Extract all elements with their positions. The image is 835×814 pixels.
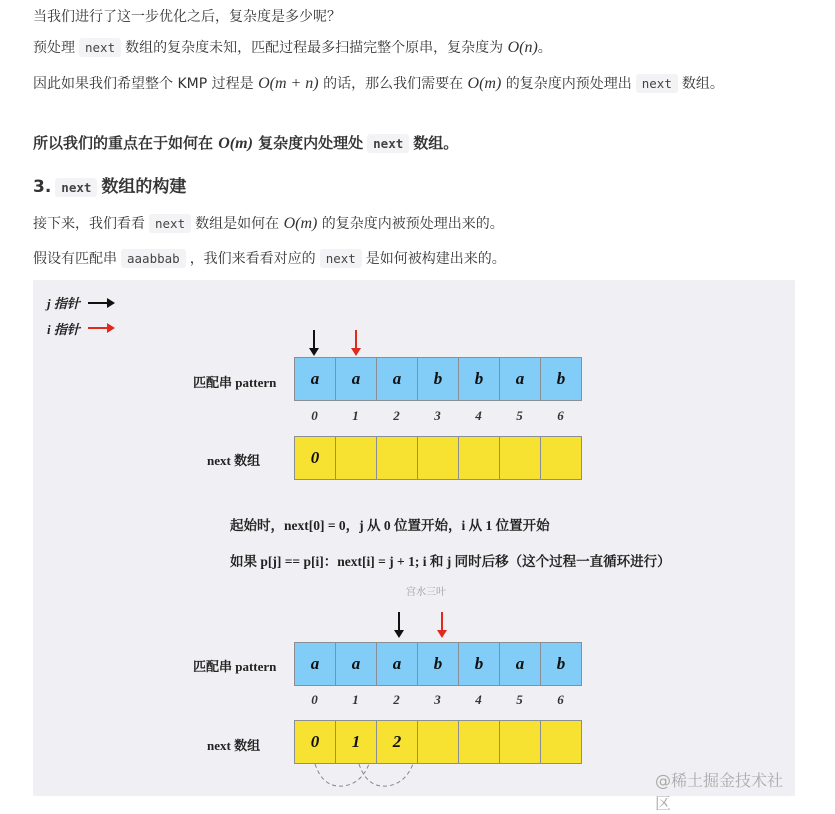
text: 假设有匹配串 <box>33 251 117 267</box>
next-label: next 数组 <box>207 453 261 468</box>
heading-text: 数组的构建 <box>101 177 187 197</box>
pattern-cell: b <box>540 642 582 686</box>
section-heading <box>33 174 803 201</box>
pattern-cell: a <box>335 357 377 401</box>
text: 所以我们的重点在于如何在 <box>33 134 214 152</box>
site-watermark: @稀土掘金技术社区 <box>655 771 784 813</box>
next-cell: 2 <box>376 720 418 764</box>
legend-i: i 指针 <box>47 322 80 337</box>
text: 预处理 <box>33 40 75 56</box>
next-cell <box>335 436 377 480</box>
next-cell <box>540 720 582 764</box>
next-cell: 0 <box>294 436 336 480</box>
text: 数组。 <box>681 76 724 92</box>
dashed-arc-arrows <box>303 760 423 790</box>
inline-code: aaabbab <box>121 249 186 268</box>
j-pointer-arrow <box>398 612 400 632</box>
inline-code: next <box>636 74 678 93</box>
note-initial: 起始时，next[0] = 0，j 从 0 位置开始，i 从 1 位置开始 <box>230 518 550 533</box>
pattern-label: 匹配串 pattern <box>193 659 277 674</box>
pattern-cell: a <box>294 642 336 686</box>
text: 。 <box>537 40 552 56</box>
pattern-row <box>295 357 582 401</box>
index-label: 2 <box>393 408 400 423</box>
next-cell <box>499 436 541 480</box>
pattern-cell: a <box>376 642 418 686</box>
paragraph <box>33 35 803 61</box>
text: 数组是如何在 <box>195 216 280 232</box>
text: 复杂度内处理处 <box>258 134 364 152</box>
next-label: next 数组 <box>207 738 261 753</box>
text: 因此如果我们希望整个 KMP 过程是 <box>33 76 254 92</box>
pattern-cell: b <box>540 357 582 401</box>
pattern-cell: a <box>294 357 336 401</box>
inline-code: next <box>55 178 97 197</box>
next-cell <box>499 720 541 764</box>
kmp-diagram-image <box>33 280 795 813</box>
paragraph <box>33 246 803 272</box>
index-label: 4 <box>475 692 482 707</box>
paragraph <box>33 71 803 97</box>
pattern-cell: b <box>458 357 500 401</box>
pattern-cell: a <box>499 642 541 686</box>
index-label: 6 <box>557 692 564 707</box>
pattern-label: 匹配串 pattern <box>193 375 277 390</box>
i-pointer-arrow <box>441 612 443 632</box>
index-label: 3 <box>434 408 441 423</box>
index-row <box>294 408 581 424</box>
index-label: 2 <box>393 692 400 707</box>
text: 数组的复杂度未知，匹配过程最多扫描完整个原串，复杂度为 <box>125 40 504 56</box>
note-rule: 如果 p[j] == p[i]：next[i] = j + 1; i 和 j 同时后移（这个过程一直循环进行） <box>230 554 671 569</box>
index-label: 3 <box>434 692 441 707</box>
next-cell <box>458 436 500 480</box>
text: ，我们来看看对应的 <box>189 251 316 267</box>
paragraph <box>33 4 803 30</box>
text: 的话，那么我们需要在 <box>323 76 464 92</box>
math: O(n) <box>507 39 538 56</box>
text: 当我们进行了这一步优化之后，复杂度是多少呢？ <box>33 9 341 25</box>
next-cell: 0 <box>294 720 336 764</box>
math: O(m) <box>283 215 318 232</box>
next-cell <box>376 436 418 480</box>
index-label: 5 <box>516 692 523 707</box>
paragraph <box>33 211 803 237</box>
pattern-cell: a <box>335 642 377 686</box>
index-label: 0 <box>311 408 318 423</box>
next-cell <box>540 436 582 480</box>
next-row <box>295 720 582 764</box>
math: O(m) <box>218 135 253 152</box>
next-cell <box>458 720 500 764</box>
index-label: 1 <box>352 408 359 423</box>
j-pointer-arrow <box>313 330 315 350</box>
pattern-cell: b <box>417 642 459 686</box>
inline-code: next <box>367 134 409 153</box>
index-row <box>294 692 581 708</box>
heading-number: 3. <box>33 177 52 197</box>
pattern-row <box>295 642 582 686</box>
next-row <box>295 436 582 480</box>
pattern-cell: a <box>376 357 418 401</box>
index-label: 6 <box>557 408 564 423</box>
math: O(m) <box>467 75 502 92</box>
text: 数组。 <box>413 134 459 152</box>
text: 接下来，我们看看 <box>33 216 145 232</box>
inline-code: next <box>79 38 121 57</box>
next-cell: 1 <box>335 720 377 764</box>
index-label: 0 <box>311 692 318 707</box>
i-pointer-arrow <box>355 330 357 350</box>
inline-code: next <box>149 214 191 233</box>
next-cell <box>417 436 459 480</box>
pattern-cell: b <box>458 642 500 686</box>
pattern-cell: b <box>417 357 459 401</box>
author-watermark: 宫水三叶 <box>406 587 446 598</box>
text: 的复杂度内被预处理出来的。 <box>321 216 504 232</box>
index-label: 5 <box>516 408 523 423</box>
text: 是如何被构建出来的。 <box>365 251 506 267</box>
index-label: 1 <box>352 692 359 707</box>
index-label: 4 <box>475 408 482 423</box>
inline-code: next <box>320 249 362 268</box>
legend-j: j 指针 <box>47 296 80 311</box>
math: O(m + n) <box>258 75 319 92</box>
pattern-cell: a <box>499 357 541 401</box>
next-cell <box>417 720 459 764</box>
paragraph-bold <box>33 130 803 157</box>
text: 的复杂度内预处理出 <box>505 76 632 92</box>
